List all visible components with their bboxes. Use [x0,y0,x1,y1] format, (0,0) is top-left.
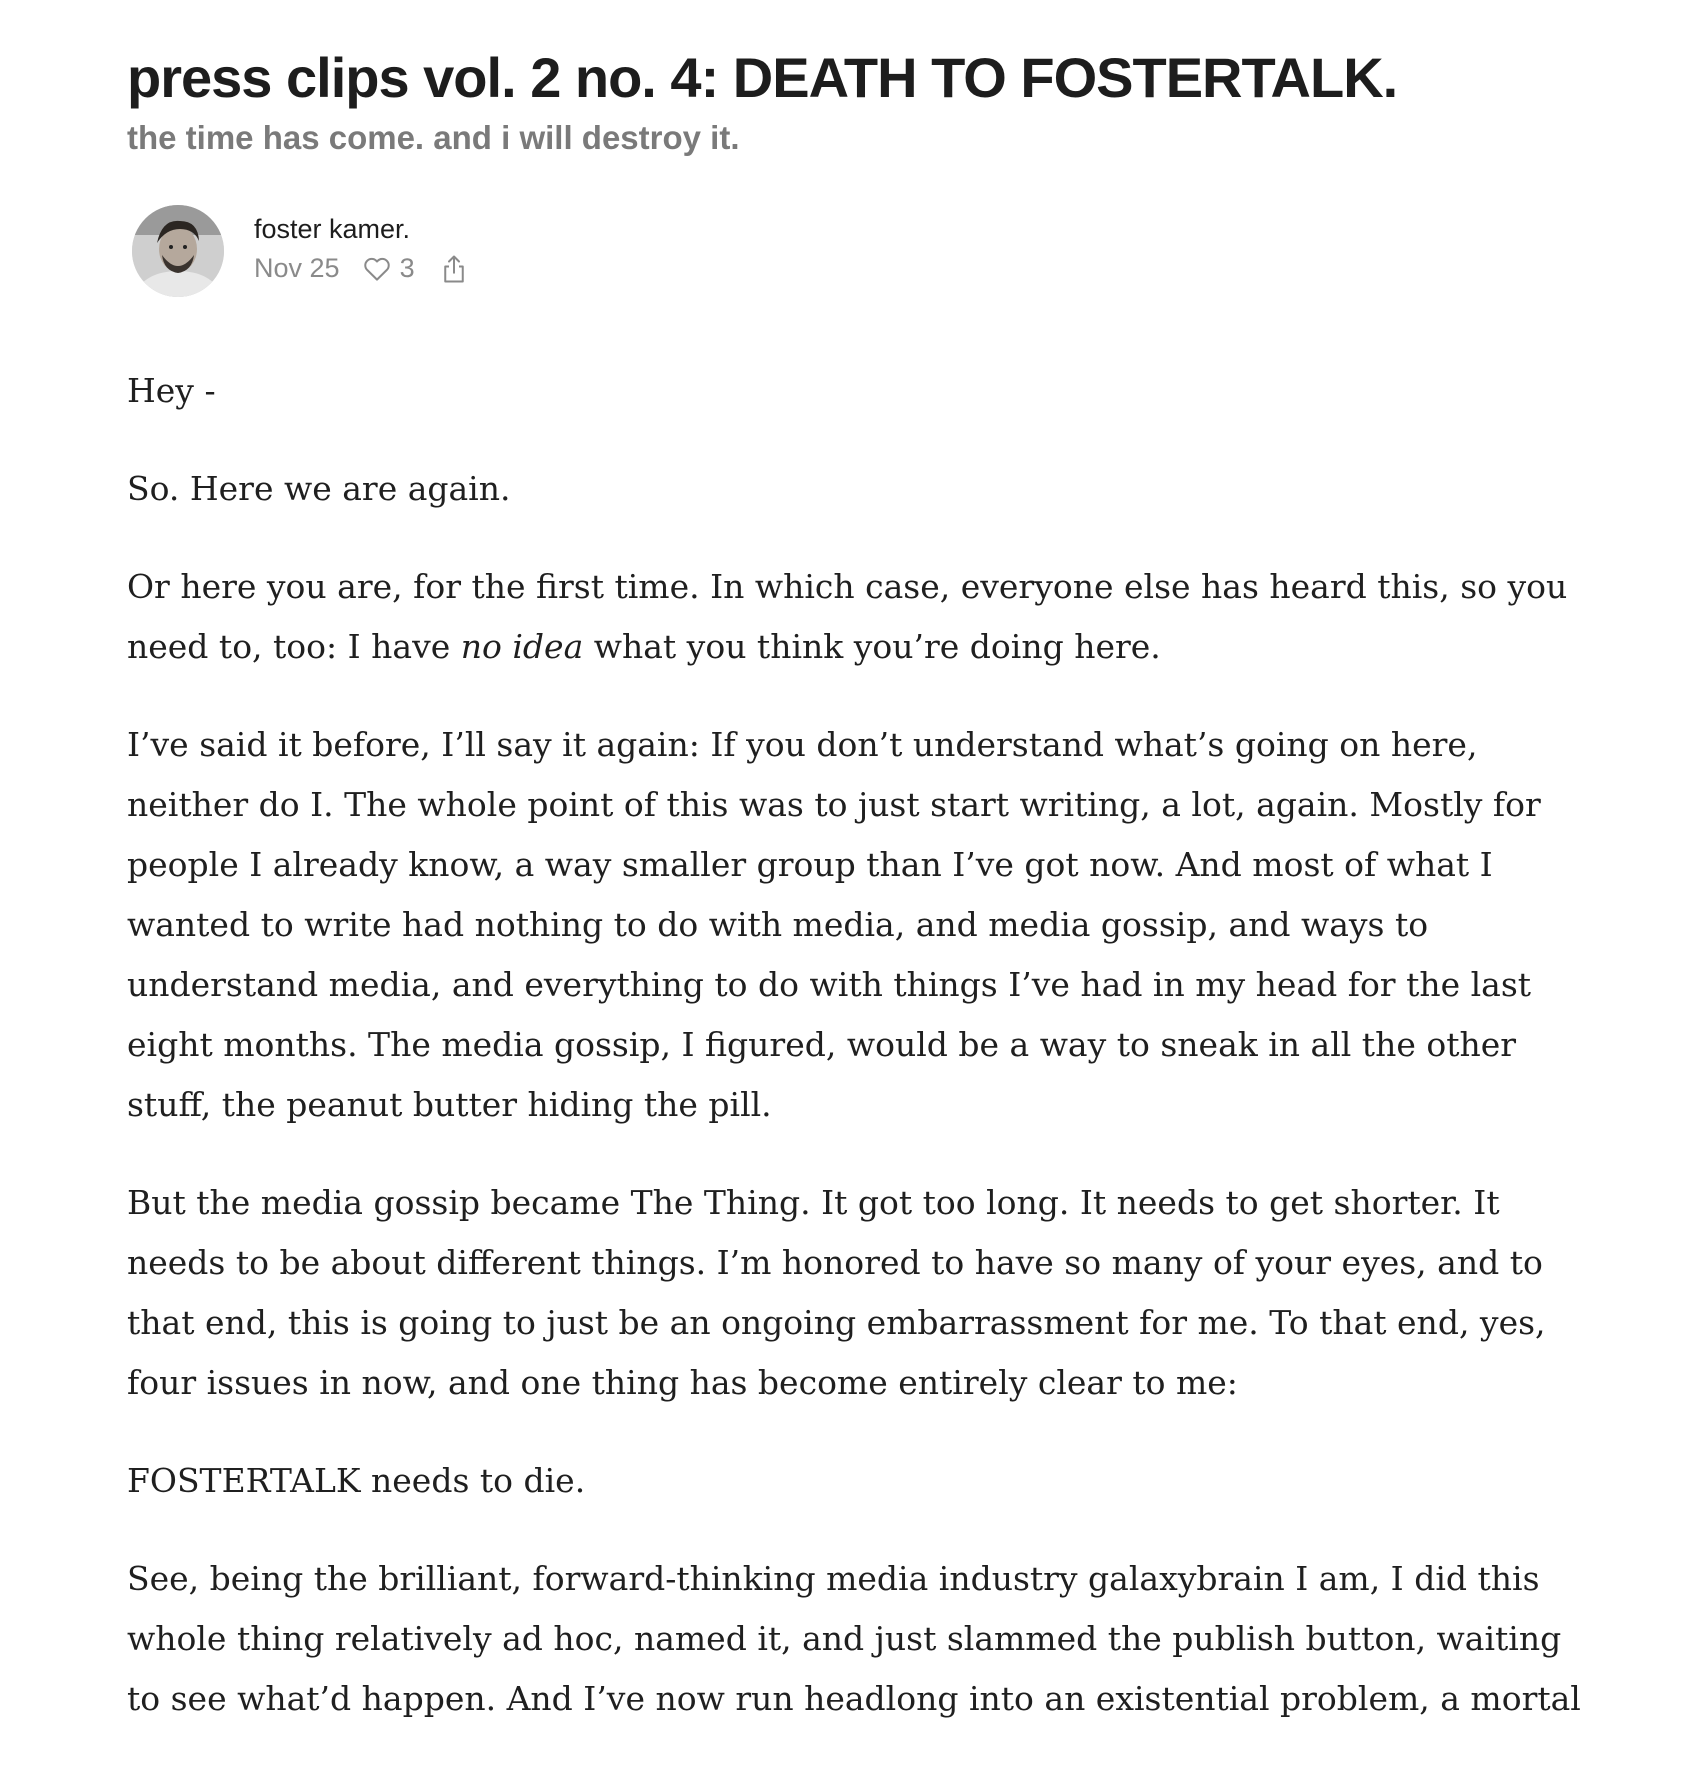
paragraph: FOSTERTALK needs to die. [127,1461,586,1500]
paragraph [127,557,1587,677]
byline [127,205,1587,315]
heart-icon[interactable] [362,254,392,284]
post-date: Nov 25 [254,253,340,283]
author-name[interactable]: foster kamer. [254,214,411,244]
avatar-photo [132,205,224,297]
post-meta [254,253,467,284]
emphasis-text: no idea [460,627,584,666]
like-count: 3 [399,253,415,283]
post-subtitle: the time has come. and i will destroy it. [127,119,740,156]
paragraph: See, being the brilliant, forward-thinking media industry galaxybrain I am, I did this whole thing relatively ad hoc, named it, and just slammed the publish button, waiting to see what’d happen. And I’ve now run headlong into an existential problem, a mortal [127,1559,1581,1718]
paragraph-greeting: Hey - [127,371,216,410]
post-title: press clips vol. 2 no. 4: DEATH TO FOSTERTALK. [127,46,1398,109]
post-body [127,361,1587,1729]
author-avatar[interactable] [132,205,224,297]
post-container [127,0,1587,1767]
paragraph: But the media gossip became The Thing. It got too long. It needs to get shorter. It needs to be about different things. I’m honored to have so many of your eyes, and to that end, this is going to just be an ongoing embarrassment for me. To that end, yes, four issues in now, and one thing has become entirely clear to me: [127,1183,1546,1402]
text-run: Or here you are, for the first time. In which case, everyone else has heard this, so you need to, too: I have [127,567,1568,666]
paragraph: I’ve said it before, I’ll say it again: If you don’t understand what’s going on here, neither do I. The whole point of this was to just start writing, a lot, again. Mostly for people I already know, a way smaller group than I’ve got now. And most of what I wanted to write had nothing to do with media, and media gossip, and ways to understand media, and everything to do with things I’ve had in my head for the last eight months. The media gossip, I figured, would be a way to sneak in all the other stuff, the peanut butter hiding the pill. [127,725,1541,1124]
paragraph: So. Here we are again. [127,469,511,508]
text-run: what you think you’re doing here. [583,627,1161,666]
share-icon[interactable] [441,254,467,284]
